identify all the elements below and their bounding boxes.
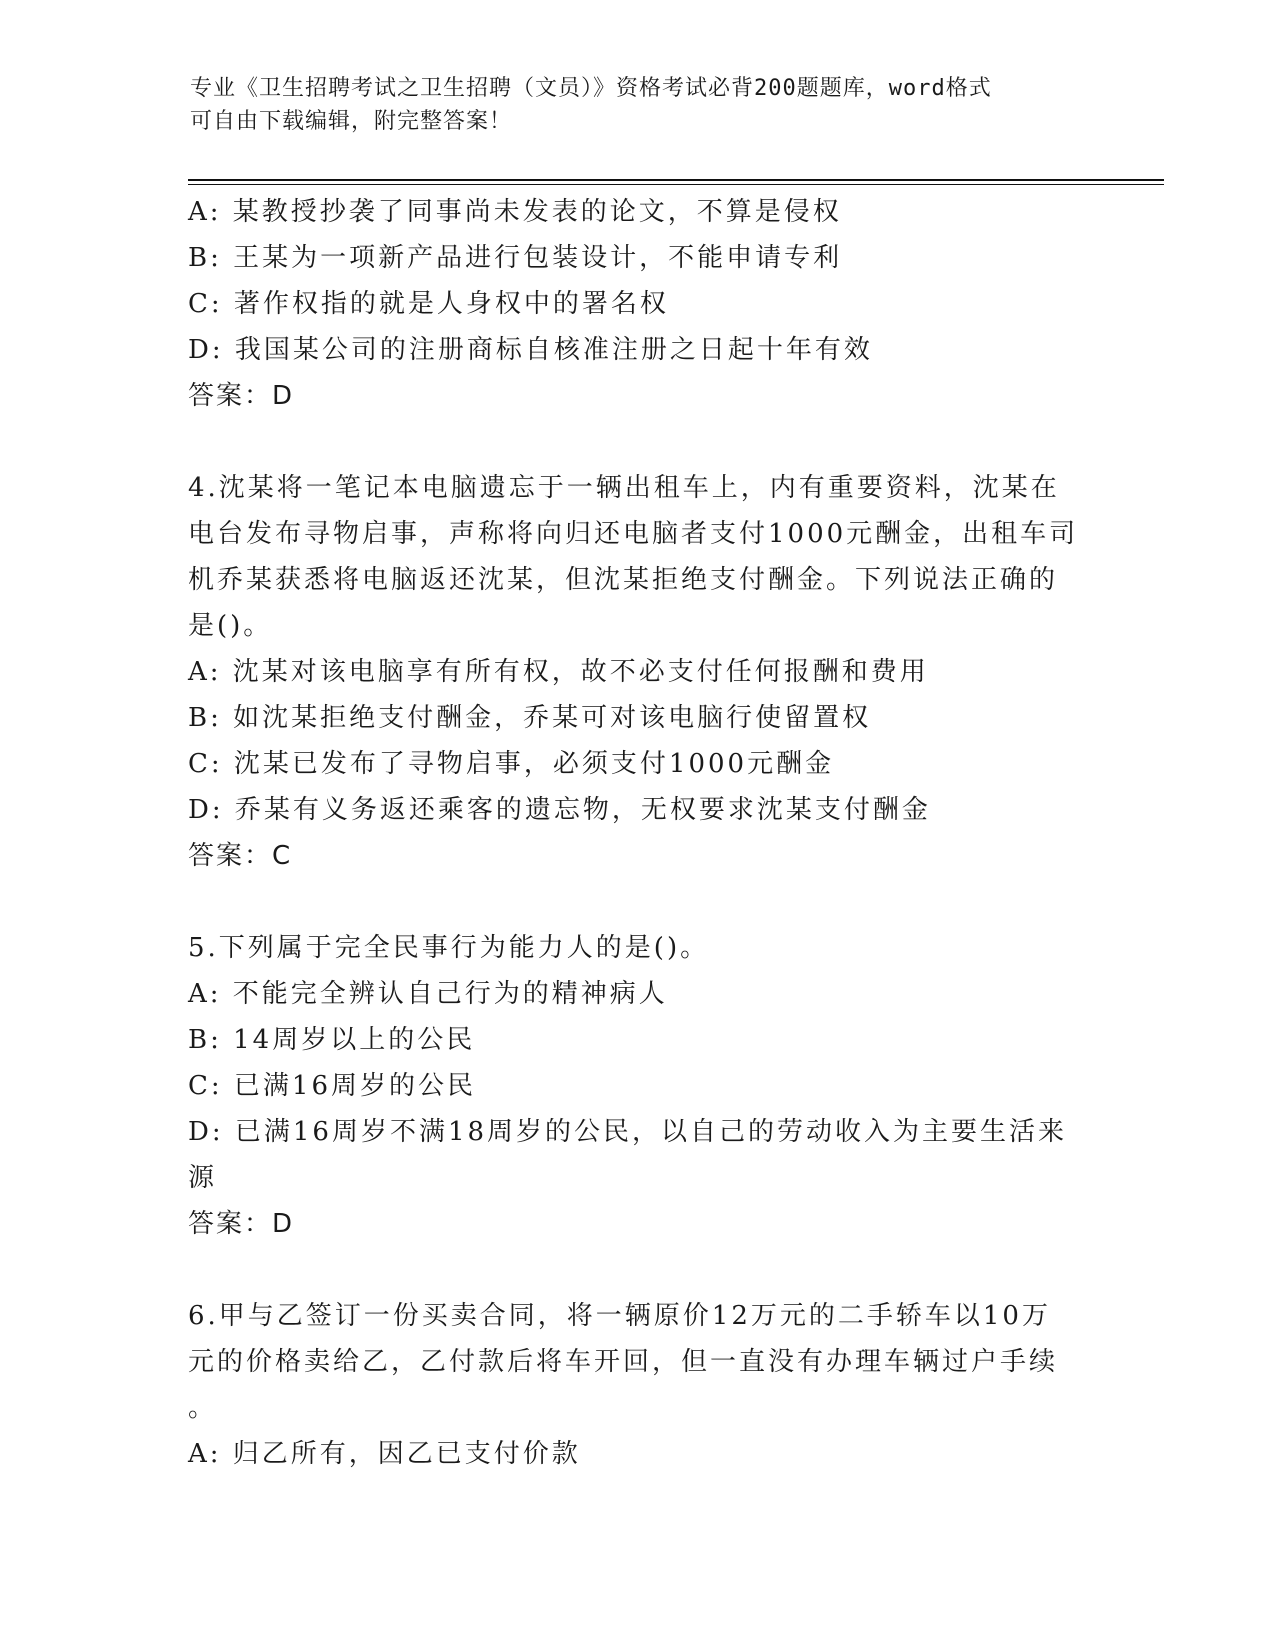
- question-6: [188, 1293, 1088, 1477]
- question-list: [188, 189, 1088, 1477]
- question-stem-line: 电台发布寻物启事，声称将向归还电脑者支付1000元酬金，出租车司: [188, 519, 1079, 549]
- question-3: [188, 189, 1088, 419]
- option-c: C: 已满16周岁的公民: [188, 1071, 477, 1101]
- option-d: D: 已满16周岁不满18周岁的公民，以自己的劳动收入为主要生活来: [188, 1117, 1068, 1147]
- question-4: [188, 465, 1088, 879]
- header-rule-thin: [188, 184, 1164, 185]
- option-d: D: 乔某有义务返还乘客的遗忘物，无权要求沈某支付酬金: [188, 795, 931, 825]
- question-5: [188, 925, 1088, 1247]
- question-stem-line: 是()。: [188, 611, 273, 641]
- question-stem-line: 元的价格卖给乙，乙付款后将车开回，但一直没有办理车辆过户手续: [188, 1347, 1059, 1377]
- question-stem-line: 4.沈某将一笔记本电脑遗忘于一辆出租车上，内有重要资料，沈某在: [188, 473, 1060, 503]
- option-b: B: 王某为一项新产品进行包装设计，不能申请专利: [188, 243, 843, 273]
- question-stem-line: 。: [188, 1393, 218, 1423]
- document-header: [190, 72, 1090, 138]
- option-d-continued: 源: [188, 1163, 218, 1193]
- question-stem-line: 6.甲与乙签订一份买卖合同，将一辆原价12万元的二手轿车以10万: [188, 1301, 1051, 1331]
- answer: 答案：D: [188, 381, 295, 411]
- question-stem-line: 机乔某获悉将电脑返还沈某，但沈某拒绝支付酬金。下列说法正确的: [188, 565, 1059, 595]
- option-a: A: 归乙所有，因乙已支付价款: [188, 1439, 581, 1469]
- option-d: D: 我国某公司的注册商标自核准注册之日起十年有效: [188, 335, 873, 365]
- question-stem-line: 5.下列属于完全民事行为能力人的是()。: [188, 933, 710, 963]
- answer: 答案：C: [188, 841, 293, 871]
- header-title-line-2: 可自由下载编辑，附完整答案！: [190, 109, 513, 134]
- option-c: C: 著作权指的就是人身权中的署名权: [188, 289, 669, 319]
- option-c: C: 沈某已发布了寻物启事，必须支付1000元酬金: [188, 749, 835, 779]
- answer: 答案：D: [188, 1209, 295, 1239]
- option-a: A: 不能完全辨认自己行为的精神病人: [188, 979, 668, 1009]
- option-b: B: 如沈某拒绝支付酬金，乔某可对该电脑行使留置权: [188, 703, 872, 733]
- header-title-line-1: 专业《卫生招聘考试之卫生招聘（文员）》资格考试必背200题题库，word格式: [190, 76, 992, 101]
- option-a: A: 沈某对该电脑享有所有权，故不必支付任何报酬和费用: [188, 657, 929, 687]
- header-rule-thick: [188, 179, 1164, 181]
- option-b: B: 14周岁以上的公民: [188, 1025, 476, 1055]
- option-a: A: 某教授抄袭了同事尚未发表的论文，不算是侵权: [188, 197, 842, 227]
